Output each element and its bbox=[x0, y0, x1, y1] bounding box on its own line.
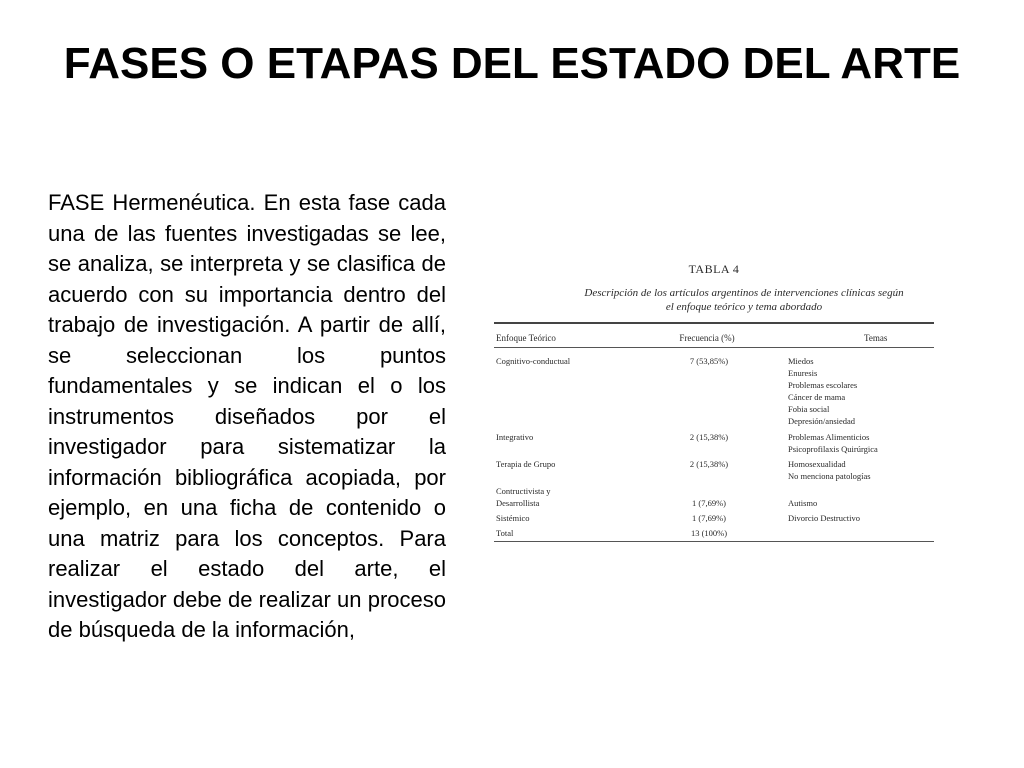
table-row-tema: Homosexualidad bbox=[788, 459, 846, 469]
table-row-tema: Divorcio Destructivo bbox=[788, 513, 860, 523]
table-row-enfoque: Total bbox=[496, 528, 514, 538]
table-row-tema: Enuresis bbox=[788, 368, 818, 378]
table-row-frecuencia: 1 (7,69%) bbox=[692, 498, 726, 508]
table-caption bbox=[554, 286, 934, 314]
table-row-enfoque: Sistémico bbox=[496, 513, 530, 523]
table-row-enfoque: Cognitivo-conductual bbox=[496, 356, 571, 366]
table-row-frecuencia: 13 (100%) bbox=[690, 528, 728, 538]
table-row-tema: Cáncer de mama bbox=[788, 392, 846, 402]
table-row-tema: No menciona patologías bbox=[788, 471, 871, 481]
table-row-frecuencia: 7 (53,85%) bbox=[689, 356, 729, 366]
body-paragraph: FASE Hermenéutica. En esta fase cada una de las fuentes investigadas se lee, se analiza, se interpreta y se clasifica de acuerdo con su importancia dentro del trabajo de investigación. A partir de allí, se seleccionan los puntos fundamentales y se indican el o los instrumentos diseñados por el investigador para sistematizar la información bibliográfica acopiada, por ejemplo, en una ficha de contenido o una matriz para los conceptos. Para realizar el estado del arte, el investigador debe de realizar un proceso de búsqueda de la información, bbox=[48, 190, 446, 642]
header-enfoque: Enfoque Teórico bbox=[496, 333, 556, 343]
table-caption-line-1: Descripción de los artículos argentinos de intervenciones clínicas según bbox=[584, 287, 904, 299]
table-row-tema: Problemas escolares bbox=[788, 380, 858, 390]
table-figure bbox=[494, 258, 934, 548]
table-top-rule bbox=[494, 322, 934, 324]
table-caption-line-2: el enfoque teórico y tema abordado bbox=[665, 301, 823, 313]
table-row-enfoque-line-1: Contructivista y bbox=[496, 486, 551, 496]
table-row-tema: Depresión/ansiedad bbox=[788, 416, 856, 426]
table-row-frecuencia: 2 (15,38%) bbox=[689, 459, 729, 469]
header-frecuencia: Frecuencia (%) bbox=[679, 333, 735, 343]
table-row-tema: Autismo bbox=[788, 498, 818, 508]
slide-title: FASES O ETAPAS DEL ESTADO DEL ARTE bbox=[63, 39, 961, 88]
table-row-tema: Miedos bbox=[788, 356, 814, 366]
table-row-enfoque: Desarrollista bbox=[496, 498, 540, 508]
table-row-tema: Fobia social bbox=[788, 404, 830, 414]
table-row-tema: Problemas Alimenticios bbox=[788, 432, 870, 442]
table-row-enfoque: Integrativo bbox=[496, 432, 534, 442]
table-header-rule bbox=[494, 347, 934, 348]
table-row-frecuencia: 1 (7,69%) bbox=[692, 513, 726, 523]
table-row-frecuencia: 2 (15,38%) bbox=[689, 432, 729, 442]
table-row-enfoque: Terapia de Grupo bbox=[496, 459, 556, 469]
table-label: TABLA 4 bbox=[688, 262, 740, 276]
table-bottom-rule bbox=[494, 541, 934, 542]
header-temas: Temas bbox=[864, 333, 888, 343]
table-row-tema: Psicoprofilaxis Quirúrgica bbox=[788, 444, 878, 454]
